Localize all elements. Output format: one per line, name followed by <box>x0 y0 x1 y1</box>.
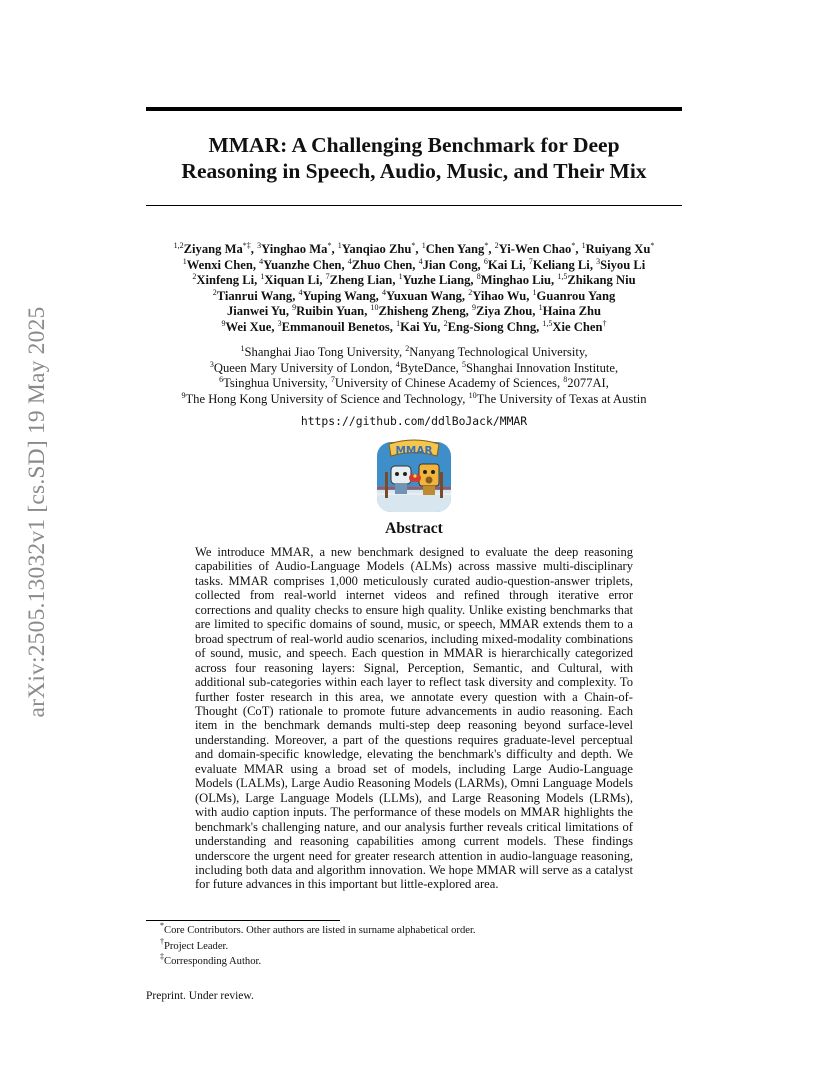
author-name: Chen Yang <box>425 242 485 256</box>
author-name: Eng-Siong Chng <box>447 319 537 334</box>
title-line: Reasoning in Speech, Audio, Music, and Their Mix <box>181 159 647 183</box>
affil-name: 2077AI <box>567 376 606 390</box>
author-affil-sup: 2 <box>443 318 448 328</box>
author-name: Jian Cong <box>422 257 478 272</box>
author-name: Yihao Wu <box>472 288 527 303</box>
author-affil-sup: 4 <box>347 256 352 266</box>
author-affil-sup: 2 <box>212 287 217 297</box>
author-name: Yuxuan Wang <box>385 288 462 303</box>
abstract-body <box>195 545 633 892</box>
author-name: Jianwei Yu <box>226 304 286 318</box>
footnote-text: Core Contributors. Other authors are listed in surname alphabetical order. <box>164 925 476 936</box>
author-line: $^{1,2}$Ziyang Ma*‡, $^3$Yinghao Ma*, $^1$Yanqiao Zhu*, $^1$Chen Yang*, $^2$Yi-Wen Chao*, $^1$Ruiyang Xu* <box>173 241 655 256</box>
footnote-text: Project Leader. <box>164 940 229 952</box>
author-affil-sup: 7 <box>528 256 533 266</box>
affiliation-line: $^3$Queen Mary University of London, $^4$ByteDance, $^5$Shanghai Innovation Institute, <box>209 359 619 375</box>
author-name: Yinghao Ma <box>261 242 328 256</box>
author-affil-sup: 9 <box>471 303 476 312</box>
author-affil-sup: 1 <box>398 272 403 281</box>
author-affil-sup: 1 <box>581 241 586 250</box>
author-name: Zhikang Niu <box>567 273 636 287</box>
author-name: Yuzhe Liang <box>402 273 471 287</box>
author-affil-sup: 4 <box>381 287 386 297</box>
author-name: Ruibin Yuan <box>296 304 365 318</box>
author-line: $^1$Wenxi Chen, $^4$Yuanzhe Chen, $^4$Zhuo Chen, $^4$Jian Cong, $^6$Kai Li, $^7$Keliang Li, $^3$Siyou Li <box>182 256 646 272</box>
author-name: Zheng Lian <box>329 273 393 287</box>
footnote <box>160 923 476 939</box>
author-name: Xinfeng Li <box>196 273 255 287</box>
author-affil-sup: 9 <box>292 303 297 312</box>
author-affil-sup: 3 <box>257 241 262 250</box>
author-line: $^2$Xinfeng Li, $^1$Xiquan Li, $^7$Zheng Lian, $^1$Yuzhe Liang, $^8$Minghao Liu, $^{1,5}$Zhikang Niu <box>192 272 636 287</box>
affil-name: Tsinghua University <box>223 376 325 390</box>
author-name: Xiquan Li <box>264 273 320 287</box>
author-name: Kai Yu <box>400 319 438 334</box>
author-affil-sup: 1 <box>337 241 342 250</box>
author-name: Wei Xue <box>225 319 272 334</box>
affil-sup: 7 <box>330 375 335 384</box>
author-affil-sup: 1 <box>532 287 537 297</box>
author-name: Yanqiao Zhu <box>341 242 412 256</box>
affiliation-line: $^6$Tsinghua University, $^7$University of Chinese Academy of Sciences, $^8$2077AI, <box>219 375 609 390</box>
affil-sup: 2 <box>405 344 410 353</box>
affil-sup: 9 <box>181 390 186 400</box>
author-affil-sup: 8 <box>476 272 481 281</box>
author-list <box>150 242 678 335</box>
author-affil-sup: 10 <box>370 303 379 312</box>
author-affil-sup: 1 <box>538 303 543 312</box>
footnote-mark: ‡ <box>160 952 164 961</box>
affiliation-line: $^1$Shanghai Jiao Tong University, $^2$Nanyang Technological University, <box>240 344 588 359</box>
author-line: $^9$Wei Xue, $^3$Emmanouil Benetos, $^1$Kai Yu, $^2$Eng-Siong Chng, $^{1,5}$Xie Chen† <box>221 318 607 334</box>
author-affil-sup: 2 <box>494 241 499 250</box>
author-mark: † <box>602 318 607 328</box>
author-name: Emmanouil Benetos <box>281 319 390 334</box>
logo-text: MMAR <box>395 445 433 457</box>
author-affil-sup: 1,5 <box>557 272 568 281</box>
mmar-logo-illustration <box>375 438 453 514</box>
author-mark: * <box>650 241 655 250</box>
footnote-text: Corresponding Author. <box>164 956 262 967</box>
author-affil-sup: 4 <box>298 287 303 297</box>
abstract-paragraph: We introduce MMAR, a new benchmark designed to evaluate the deep reasoning capabilities of Audio-Language Models (ALMs) across massive multi-disciplinary tasks. MMAR comprises 1,000 meticulously curated audio-question-answer triplets, collected from real-world internet videos and refined through iterative error corrections and quality checks to ensure high quality. Unlike existing benchmarks that are limited to specific domains of sound, music, or speech, MMAR extends them to a broad spectrum of real-world audio scenarios, including mixed-modality combinations of sound, music, and speech. Each question in MMAR is hierarchically categorized across four reasoning layers: Signal, Perception, Semantic, and Cultural, with additional sub-categories within each layer to reflect task diversity and complexity. To further foster research in this area, we annotate every question with a Chain-of-Thought (CoT) rationale to promote future advancements in audio reasoning. Each item in the benchmark demands multi-step deep reasoning beyond surface-level understanding. Moreover, a part of the questions requires graduate-level perceptual and domain-specific knowledge, elevating the benchmark's difficulty and depth. We evaluate MMAR using a broad set of models, including Large Audio-Language Models (LALMs), Large Audio Reasoning Models (LARMs), Omni Language Models (OLMs), Large Language Models (LLMs), and Large Reasoning Models (LRMs), with audio caption inputs. The performance of these models on MMAR highlights the benchmark's challenging nature, and our analysis further reveals critical limitations of understanding and reasoning capabilities among current models. These findings underscore the urgent need for greater research attention in audio-language reasoning, including both data and algorithm innovation. We hope MMAR will serve as a catalyst for future advances in this important but little-explored area. <box>195 545 633 892</box>
author-name: Xie Chen <box>552 319 603 334</box>
author-name: Ziyang Ma <box>183 242 243 256</box>
footnote <box>160 936 476 955</box>
affil-sup: 6 <box>219 375 224 384</box>
affil-sup: 8 <box>563 375 568 384</box>
author-affil-sup: 2 <box>468 287 473 297</box>
title-top-rule <box>146 107 682 111</box>
author-name: Siyou Li <box>600 257 646 272</box>
author-name: Yuanzhe Chen <box>263 257 342 272</box>
affil-sup: 4 <box>395 359 400 369</box>
author-name: Keliang Li <box>532 257 590 272</box>
abstract-heading: Abstract <box>385 520 443 537</box>
author-affil-sup: 4 <box>259 256 264 266</box>
author-affil-sup: 1 <box>421 241 426 250</box>
footnote <box>160 954 476 970</box>
paper-title <box>146 132 682 184</box>
affil-name: Shanghai Innovation Institute <box>465 360 615 375</box>
author-affil-sup: 1 <box>396 318 401 328</box>
affil-name: The Hong Kong University of Science and Technology <box>185 391 463 406</box>
affil-sup: 3 <box>209 359 214 369</box>
author-name: Yuping Wang <box>302 288 376 303</box>
author-line: Jianwei Yu, $^9$Ruibin Yuan, $^{10}$Zhisheng Zheng, $^9$Ziya Zhou, $^1$Haina Zhu <box>226 303 602 318</box>
author-affil-sup: 9 <box>221 318 226 328</box>
author-affil-sup: 3 <box>596 256 601 266</box>
author-affil-sup: 1,5 <box>542 318 553 328</box>
author-mark: *‡ <box>242 241 251 250</box>
footnote-rule <box>146 920 340 921</box>
author-affil-sup: 7 <box>325 272 330 281</box>
title-bottom-rule <box>146 205 682 206</box>
footnotes <box>160 923 476 970</box>
author-name: Minghao Liu <box>480 273 552 287</box>
author-line: $^2$Tianrui Wang, $^4$Yuping Wang, $^4$Yuxuan Wang, $^2$Yihao Wu, $^1$Guanrou Yang <box>212 287 616 303</box>
github-link[interactable]: https://github.com/ddlBoJack/MMAR <box>300 414 528 428</box>
author-name: Haina Zhu <box>542 304 602 318</box>
author-mark: * <box>484 241 489 250</box>
author-name: Guanrou Yang <box>536 288 616 303</box>
author-affil-sup: 4 <box>418 256 423 266</box>
preprint-note: Preprint. Under review. <box>146 990 254 1002</box>
arxiv-sidebar-stamp: arXiv:2505.13032v1 [cs.SD] 19 May 2025 <box>23 306 50 718</box>
affil-name: Queen Mary University of London <box>213 360 390 375</box>
author-name: Zhisheng Zheng <box>378 304 466 318</box>
author-mark: * <box>411 241 416 250</box>
author-name: Tianrui Wang <box>216 288 293 303</box>
affil-name: Shanghai Jiao Tong University <box>244 345 399 359</box>
author-name: Ziya Zhou <box>475 304 533 318</box>
author-affil-sup: 3 <box>277 318 282 328</box>
author-mark: * <box>327 241 332 250</box>
affil-name: University of Chinese Academy of Sciences <box>334 376 557 390</box>
author-affil-sup: 1 <box>182 256 187 266</box>
author-affil-sup: 6 <box>483 256 488 266</box>
affiliation-line: $^9$The Hong Kong University of Science and Technology, $^{10}$The University of Texas at Austin <box>181 390 647 406</box>
author-name: Kai Li <box>487 257 523 272</box>
affil-name: ByteDance <box>399 360 456 375</box>
author-name: Wenxi Chen <box>186 257 253 272</box>
affil-name: The University of Texas at Austin <box>476 391 647 406</box>
affil-sup: 10 <box>468 390 477 400</box>
affil-sup: 1 <box>240 344 245 353</box>
author-mark: * <box>571 241 576 250</box>
footnote-mark: * <box>160 921 164 930</box>
author-affil-sup: 2 <box>192 272 197 281</box>
affil-name: Nanyang Technological University <box>409 345 585 359</box>
affil-sup: 5 <box>461 359 466 369</box>
title-line: MMAR: A Challenging Benchmark for Deep <box>208 133 620 157</box>
author-name: Zhuo Chen <box>351 257 413 272</box>
author-affil-sup: 1,2 <box>173 241 184 250</box>
author-name: Ruiyang Xu <box>585 242 651 256</box>
affiliation-list <box>150 345 678 407</box>
author-affil-sup: 1 <box>260 272 265 281</box>
footnote-mark: † <box>160 936 164 946</box>
author-name: Yi-Wen Chao <box>498 242 572 256</box>
